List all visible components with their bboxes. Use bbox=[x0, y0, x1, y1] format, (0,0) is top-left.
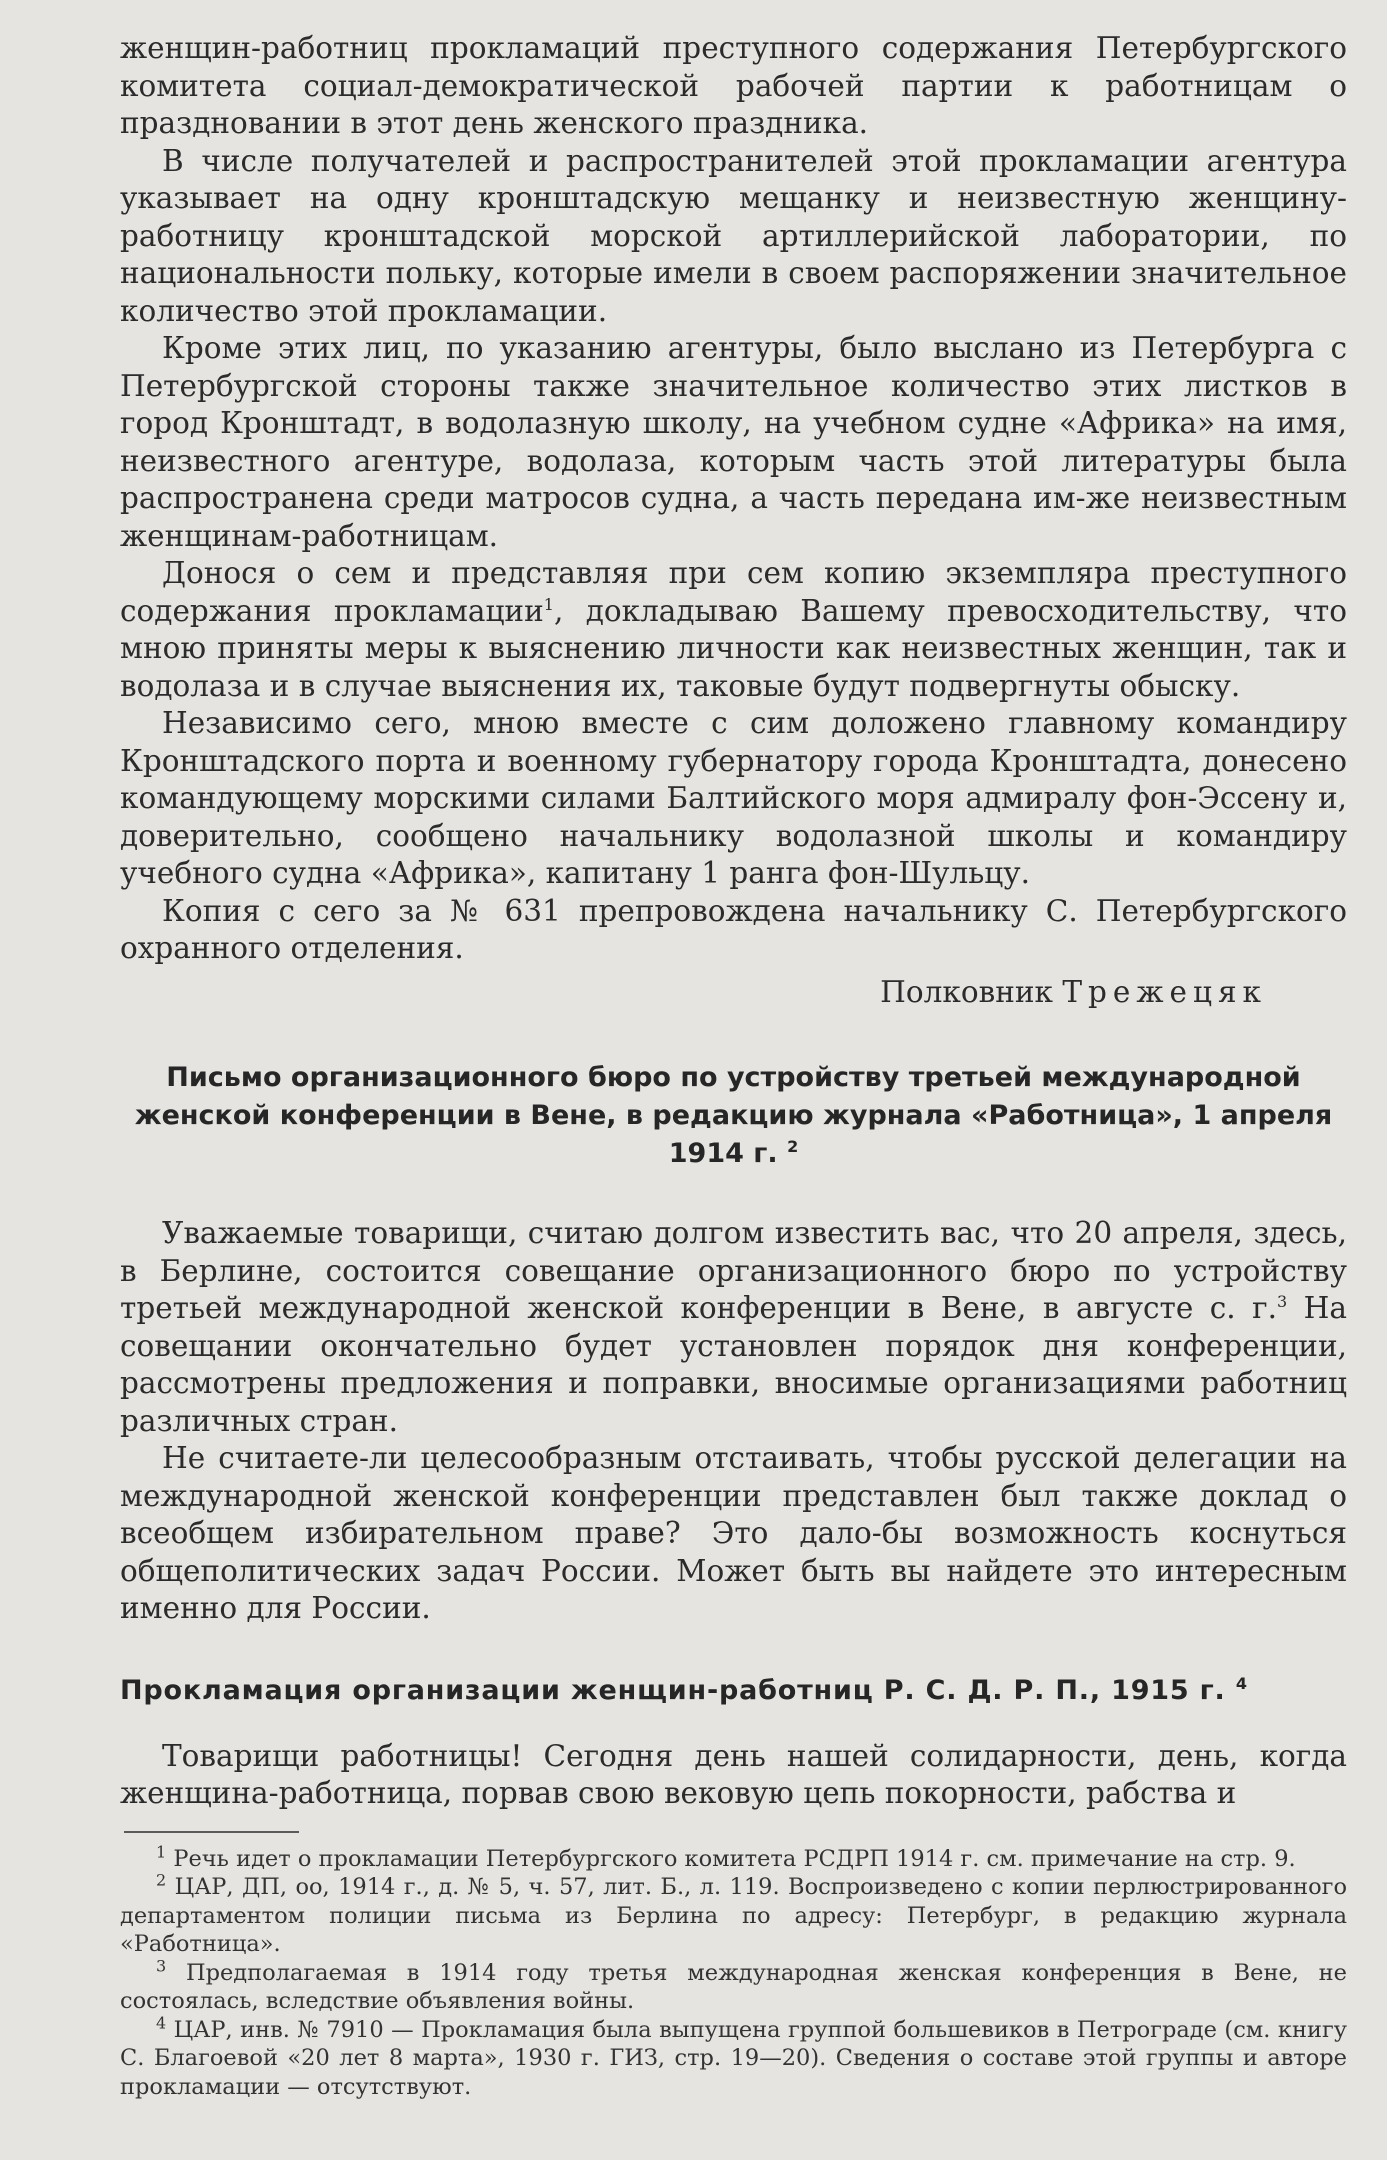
signature bbox=[120, 974, 1267, 1012]
footnote-1-text: Речь идет о прокламации Петербургского комитета РСДРП 1914 г. см. примечание на стр. 9. bbox=[173, 1845, 1296, 1872]
footnote-divider bbox=[124, 1831, 299, 1833]
footnote-2-text: ЦАР, ДП, оо, 1914 г., д. № 5, ч. 57, лит. Б., л. 119. Воспроизведено с копии перлюстрированного департаментом полиции письма из Берлина по адресу: Петербург, в редакцию журнала «Работница». bbox=[120, 1874, 1347, 1957]
section-heading-proclamation-text: Прокламация организации женщин-работниц Р. С. Д. Р. П., 1915 г. bbox=[120, 1674, 1226, 1706]
report-paragraph-6: Копия с сего за № 631 препровождена начальнику С. Петербургского охранного отделения. bbox=[120, 893, 1347, 965]
report-paragraph-4-part1: Донося о сем и представляя при сем копию экземпляра преступного содержания прокламации bbox=[120, 556, 1347, 628]
footnote-number-2: 2 bbox=[156, 1870, 167, 1890]
letter-paragraph-1-part2: На совещании окончательно будет установлен порядок дня конференции, рассмотрены предложения и поправки, вносимые организациями работниц различных стран. bbox=[120, 1291, 1347, 1438]
letter-paragraph-1 bbox=[120, 1215, 1347, 1440]
section-heading-proclamation bbox=[120, 1672, 1347, 1710]
report-paragraph-3: Кроме этих лиц, по указанию агентуры, было выслано из Петербурга с Петербургской стороны также значительное количество этих листков в город Кронштадт, в водолазную школу, на учебном судне «Африка» на имя, неизвестного агентуре, водолаза, которым часть этой литературы была распространена среди матросов судна, а часть передана им-же неизвестным женщинам-работницам. bbox=[120, 331, 1347, 553]
report-paragraph-2: В числе получателей и распространителей этой прокламации агентура указывает на одну кронштадскую мещанку и неизвестную женщину-работницу кронштадской морской артиллерийской лаборатории, по национальности польку, которые имели в своем распоряжении значительное количество этой прокламации. bbox=[120, 143, 1347, 328]
letter-paragraph-1-part1: Уважаемые товарищи, считаю долгом известить вас, что 20 апреля, здесь, в Берлине, состоится совещание организационного бюро по устройству третьей международной женской конференции в Вене, в августе с. г. bbox=[120, 1216, 1347, 1325]
footnote-number-4: 4 bbox=[156, 2013, 167, 2032]
footnote-4 bbox=[120, 2013, 1347, 2102]
proclamation-paragraph-1: Товарищи работницы! Сегодня день нашей солидарности, день, когда женщина-работница, порвав свою вековую цепь покорности, рабства и bbox=[120, 1738, 1347, 1810]
footnote-ref-3: 3 bbox=[1277, 1292, 1288, 1312]
footnote-ref-1: 1 bbox=[543, 594, 554, 614]
section-heading-letter bbox=[120, 1059, 1347, 1173]
signature-name: Трежецяк bbox=[1062, 974, 1267, 1009]
signature-rank: Полковник bbox=[880, 974, 1053, 1009]
footnote-1 bbox=[120, 1842, 1347, 1874]
footnote-number-3: 3 bbox=[156, 1956, 167, 1975]
footnote-2 bbox=[120, 1870, 1347, 1959]
report-paragraph-5: Независимо сего, мною вместе с сим доложено главному командиру Кронштадского порта и военному губернатору города Кронштадта, донесено командующему морскими силами Балтийского моря адмиралу фон-Эссену и, доверительно, сообщено начальнику водолазной школы и командиру учебного судна «Африка», капитану 1 ранга фон-Шульцу. bbox=[120, 706, 1347, 890]
footnote-3-text: Предполагаемая в 1914 году третья международная женская конференция в Вене, не состоялась, вследствие объявления войны. bbox=[120, 1959, 1347, 2014]
report-paragraph-1: женщин-работниц прокламаций преступного содержания Петербургского комитета социал-демократической рабочей партии к работницам о праздновании в этот день женского праздника. bbox=[120, 31, 1347, 140]
footnote-3 bbox=[120, 1956, 1347, 2016]
footnote-4-text: ЦАР, инв. № 7910 — Прокламация была выпущена группой большевиков в Петрограде (см. книгу С. Благоевой «20 лет 8 марта», 1930 г. ГИЗ, стр. 19—20). Сведения о составе этой группы и авторе прокламации — отсутствуют. bbox=[120, 2016, 1347, 2100]
footnote-number-1: 1 bbox=[156, 1842, 167, 1861]
report-paragraph-4 bbox=[120, 555, 1347, 705]
footnote-ref-2: 2 bbox=[787, 1137, 799, 1156]
report-paragraph-4-part2: , докладываю Вашему превосходительству, что мною приняты меры к выяснению личности как неизвестных женщин, так и водолаза и в случае выяснения их, таковые будут подвергнуты обыску. bbox=[120, 593, 1348, 703]
letter-paragraph-2: Не считаете-ли целесообразным отстаивать, чтобы русской делегации на международной женской конференции представлен был также доклад о всеобщем избирательном праве? Это дало-бы возможность коснуться общеполитических задач России. Может быть вы найдете это интересным именно для России. bbox=[120, 1441, 1347, 1625]
footnote-ref-4: 4 bbox=[1235, 1673, 1248, 1693]
section-heading-letter-text: Письмо организационного бюро по устройству третьей международной женской конференции в Вене, в редакцию журнала «Работница», 1 апреля 1914 г. bbox=[134, 1062, 1333, 1169]
